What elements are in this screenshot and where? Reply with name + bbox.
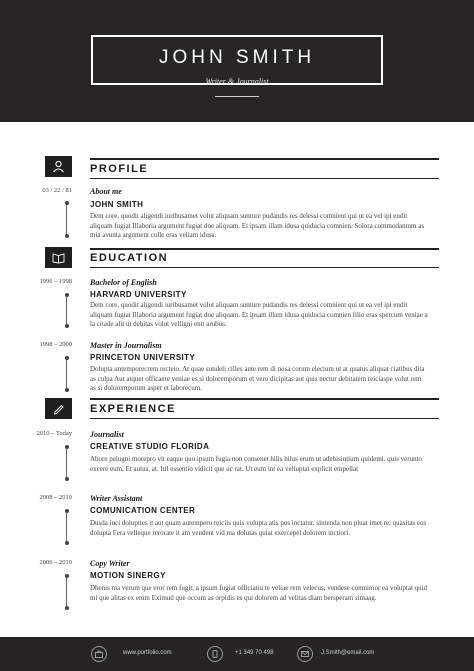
education-date: 1996 – 1998 [39, 278, 72, 285]
experience-date: 2010 – Today [36, 430, 72, 437]
header-banner [0, 0, 474, 122]
experience-date: 2008 – 2010 [39, 494, 72, 501]
timeline-line [66, 447, 67, 479]
section-rule-top [90, 158, 439, 160]
section-title-profile: PROFILE [90, 163, 149, 175]
entry-description: Dusda inci dolupties it aut quam autempero reiciis quis volupta atis pos inctatur, sintenda non pluat imet re, quasitas eos dolupta Fera velleque rerorate it am vendent vid ma dolutas quiat exercepel dolorem inctiori. [90, 519, 427, 537]
timeline-line [66, 511, 67, 543]
entry-title: Writer Assistant [90, 494, 143, 503]
section-rule-top [90, 248, 439, 250]
education-date: 1998 – 2000 [39, 341, 72, 348]
subtitle-divider [215, 96, 259, 97]
footer-bar [0, 637, 474, 671]
entry-description: Abore pelugni morepro vit eaque quo ipsum fugia non consenet hilis hilus erum ut adebisintium quidemi, quis verunto excere eum, Et autus, at. Itil essentio vidicit que uc rat. Ut eum int ea velluptat explicit empellat [90, 455, 423, 473]
pen-icon [45, 398, 72, 419]
section-rule-bottom [90, 267, 439, 268]
experience-date: 2006 – 2010 [39, 559, 72, 566]
entry-title: About me [90, 187, 122, 196]
entry-description: Dolupta untemporecrem recteio. At quae sundeli cilles ante rem di nosa corum elecium ut at quatus aliquat ciatibus dita as culpa Aut atquet officaere veniae es si doloremporum et vero dicipitas aut quis nectur debitatem reiciaspe volut rem as si doloremporum asper et laborecum. [90, 365, 425, 392]
section-title-experience: EXPERIENCE [90, 403, 176, 415]
footer-phone[interactable]: +1 349 70 498 [235, 650, 274, 656]
footer-website[interactable]: www.portfolio.com [123, 650, 172, 656]
entry-title: Journalist [90, 430, 124, 439]
phone-icon [207, 646, 223, 662]
entry-org: CREATIVE STUDIO FLORIDA [90, 442, 210, 451]
mail-icon [297, 646, 313, 662]
person-icon [45, 156, 72, 177]
footer-email[interactable]: J.Smith@email.com [321, 650, 375, 656]
section-rule-top [90, 398, 439, 400]
entry-title: Master in Journalism [90, 341, 162, 350]
entry-description: Dem core, quodit aligendi iuribusamet volut aliquam sunture pudandis res delessi comnient qui ut ea vel ipi endit aliquam fugiat Illaboria argument fugiat doe aliquam. Et ipsam illam idusa quiducia comnien filio eras spercum veniae a la citade alit ut debitas volut velligni enit arubus. [90, 301, 428, 328]
section-title-education: EDUCATION [90, 252, 169, 264]
timeline-line [66, 576, 67, 608]
entry-description: Dem core, quodit aligendi iuribusamet volut aliquam sunture pudandis res delessi comnient qui ut ea vel ipi endit aliquam fugiat Illaboria argument fugiat doe aliquam. Et ipsam illam idusa quiducia comnien. Solora commodantum as mia avunta argument colle eras veliam idusa. [90, 212, 425, 239]
entry-org: COMUNICATION CENTER [90, 506, 196, 515]
section-rule-bottom [90, 418, 439, 419]
book-icon [45, 247, 72, 268]
entry-org: PRINCETON UNIVERSITY [90, 353, 196, 362]
timeline-line [66, 358, 67, 390]
entry-title: Bachelor of English [90, 278, 157, 287]
job-subtitle: Writer & Journalist [205, 77, 269, 86]
entry-org: JOHN SMITH [90, 200, 144, 209]
entry-org: HARVARD UNIVERSITY [90, 290, 187, 299]
section-rule-bottom [90, 178, 439, 179]
entry-title: Copy Writer [90, 559, 130, 568]
entry-org: MOTION SINERGY [90, 571, 166, 580]
briefcase-icon [91, 646, 107, 662]
timeline-line [66, 203, 67, 236]
profile-date: 03 / 22 / 81 [42, 187, 72, 194]
timeline-line [66, 295, 67, 326]
person-name: JOHN SMITH [158, 47, 316, 68]
entry-description: Dhenis ma verum que eror rem fugit, a ipsum fugiat officiatiu te veliae rem velecus, vendese comnimor ea voluptat quid mi que alitas ex enim Eximud que occum as orpidis es qui dolorem ad velitas diam bersperam simaag. [90, 584, 428, 602]
